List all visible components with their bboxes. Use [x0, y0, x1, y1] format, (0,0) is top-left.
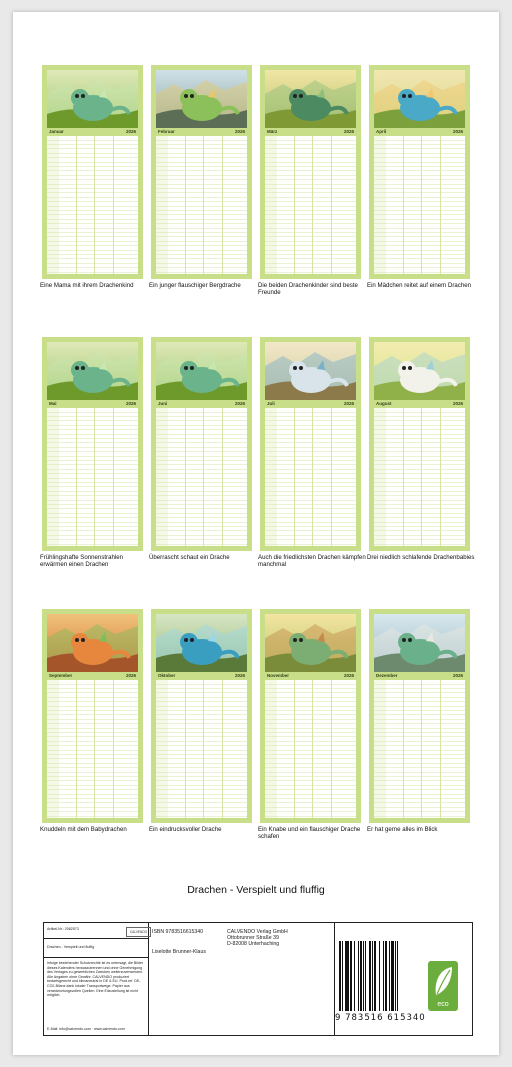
month-name: Juli: [267, 401, 275, 406]
divider: [44, 938, 148, 939]
legal-text: Infolge bestehender Schutzrechte ist es untersagt, die Bilder dieses Kalenders herauszutrennen und ohne Genehmigung des Verlages zu gewerblichen Zwecken weiterzuverwenden. Alle Angaben ohne Gewähr. CALVENDO produziert bedarfsgerecht und klimaneutral in DE & EU. Prod.ref. DE-CO2-Bilanz dank lokaler Transportwege. Papier aus verantwortungsvollen Quellen. Eine Eilzustellung ist nicht möglich.: [47, 961, 144, 998]
dragon-photo: [374, 342, 465, 400]
grid-column-line: [294, 680, 295, 818]
day-column: [374, 680, 386, 818]
grid-column-line: [331, 136, 332, 274]
grid-column-line: [76, 408, 77, 546]
grid-column-line: [222, 408, 223, 546]
author: Liselotte Brunner-Klaus: [152, 949, 206, 955]
dragon-photo: [265, 342, 356, 400]
grid-column-line: [203, 136, 204, 274]
eco-label: eco: [437, 1001, 449, 1008]
month-header: [265, 400, 356, 408]
month-photo: [156, 342, 247, 400]
month-name: Oktober: [158, 673, 176, 678]
calendar-title: Drachen - Verspielt und fluffig: [187, 884, 325, 896]
month-header: [156, 128, 247, 136]
barcode: [339, 941, 421, 1011]
month-header: [374, 672, 465, 680]
isbn: ISBN 9783516615340: [152, 929, 204, 935]
publisher-street: Ottobrunner Straße 39: [227, 935, 279, 941]
dragon-photo: [374, 614, 465, 672]
month-photo: [47, 342, 138, 400]
month-caption: Er hat gerne alles im Blick: [367, 826, 438, 833]
month-caption: Die beiden Drachenkinder sind beste Freunde: [258, 282, 358, 297]
planner-grid[interactable]: [47, 136, 138, 274]
publisher-city: D-82008 Unterhaching: [227, 941, 280, 947]
day-column: [156, 408, 168, 546]
planner-grid[interactable]: [47, 680, 138, 818]
dragon-photo: [47, 70, 138, 128]
grid-column-line: [185, 136, 186, 274]
day-column: [265, 136, 277, 274]
month-name: Februar: [158, 129, 175, 134]
month-caption: Ein junger flauschiger Bergdrache: [149, 282, 241, 289]
planner-grid[interactable]: [374, 136, 465, 274]
month-photo: [156, 70, 247, 128]
grid-column-line: [203, 408, 204, 546]
month-page: [260, 609, 361, 823]
grid-column-line: [331, 680, 332, 818]
month-year: 2026: [452, 673, 463, 678]
month-page: [369, 65, 470, 279]
month-caption: Frühlingshafte Sonnenstrahlen erwärmen einen Drachen: [40, 554, 123, 569]
planner-grid[interactable]: [156, 680, 247, 818]
month-name: Januar: [49, 129, 64, 134]
grid-column-line: [403, 408, 404, 546]
grid-column-line: [113, 408, 114, 546]
month-photo: [265, 70, 356, 128]
month-page: [42, 337, 143, 551]
month-photo: [374, 342, 465, 400]
month-name: April: [376, 129, 387, 134]
grid-column-line: [421, 408, 422, 546]
leaf-icon: [428, 961, 458, 1001]
grid-column-line: [113, 136, 114, 274]
grid-column-line: [76, 680, 77, 818]
month-caption: Auch die friedlichsten Drachen kämpfen manchmal: [258, 554, 366, 569]
grid-column-line: [403, 680, 404, 818]
planner-grid[interactable]: [47, 408, 138, 546]
grid-column-line: [203, 680, 204, 818]
month-photo: [265, 614, 356, 672]
grid-column-line: [113, 680, 114, 818]
info-panel: [43, 922, 473, 1036]
planner-grid[interactable]: [156, 408, 247, 546]
month-name: Mai: [49, 401, 57, 406]
month-header: [265, 672, 356, 680]
grid-column-line: [403, 136, 404, 274]
grid-column-line: [440, 680, 441, 818]
month-name: August: [376, 401, 392, 406]
month-caption: Ein Knabe und ein flauschiger Drache schafen: [258, 826, 361, 841]
grid-column-line: [440, 136, 441, 274]
month-caption: Ein Mädchen reitet auf einem Drachen: [367, 282, 471, 289]
month-photo: [374, 614, 465, 672]
planner-grid[interactable]: [265, 680, 356, 818]
month-photo: [156, 614, 247, 672]
month-page: [369, 337, 470, 551]
planner-grid[interactable]: [374, 408, 465, 546]
month-year: 2026: [125, 129, 136, 134]
day-column: [265, 680, 277, 818]
month-page: [42, 65, 143, 279]
dragon-photo: [265, 614, 356, 672]
month-year: 2026: [234, 673, 245, 678]
month-year: 2026: [234, 129, 245, 134]
month-page: [260, 65, 361, 279]
month-page: [369, 609, 470, 823]
dragon-photo: [374, 70, 465, 128]
month-name: September: [49, 673, 73, 678]
day-column: [265, 408, 277, 546]
grid-column-line: [421, 680, 422, 818]
month-page: [151, 609, 252, 823]
month-caption: Drei niedlich schlafende Drachenbabies: [367, 554, 475, 561]
month-caption: Überrascht schaut ein Drache: [149, 554, 230, 561]
month-year: 2026: [343, 401, 354, 406]
grid-column-line: [76, 136, 77, 274]
planner-grid[interactable]: [265, 408, 356, 546]
grid-column-line: [185, 680, 186, 818]
grid-column-line: [440, 408, 441, 546]
month-year: 2026: [125, 401, 136, 406]
grid-column-line: [185, 408, 186, 546]
eco-badge: [428, 961, 458, 1011]
planner-grid[interactable]: [374, 680, 465, 818]
grid-column-line: [331, 408, 332, 546]
divider: [148, 923, 149, 1035]
grid-column-line: [94, 136, 95, 274]
month-photo: [265, 342, 356, 400]
article-number: Artikel-Nr.: 2082573: [47, 927, 79, 931]
month-header: [265, 128, 356, 136]
month-year: 2026: [452, 129, 463, 134]
month-photo: [47, 70, 138, 128]
planner-grid[interactable]: [156, 136, 247, 274]
month-photo: [374, 70, 465, 128]
divider: [44, 957, 148, 958]
barcode-area: [335, 931, 470, 1027]
month-header: [374, 128, 465, 136]
day-column: [156, 680, 168, 818]
month-year: 2026: [125, 673, 136, 678]
day-column: [47, 136, 59, 274]
month-name: März: [267, 129, 278, 134]
month-year: 2026: [452, 401, 463, 406]
grid-column-line: [312, 408, 313, 546]
month-year: 2026: [343, 673, 354, 678]
barcode-bar: [398, 941, 400, 1011]
grid-column-line: [294, 408, 295, 546]
dragon-photo: [47, 614, 138, 672]
month-caption: Eine Mama mit ihrem Drachenkind: [40, 282, 134, 289]
publisher-name: CALVENDO Verlag GmbH: [227, 929, 288, 935]
day-column: [47, 408, 59, 546]
calvendo-logo: CALVENDO: [126, 927, 151, 937]
month-header: [156, 672, 247, 680]
month-page: [151, 337, 252, 551]
planner-grid[interactable]: [265, 136, 356, 274]
day-column: [374, 408, 386, 546]
month-page: [151, 65, 252, 279]
month-page: [42, 609, 143, 823]
month-name: November: [267, 673, 290, 678]
month-page: [260, 337, 361, 551]
month-year: 2026: [234, 401, 245, 406]
grid-column-line: [94, 680, 95, 818]
dragon-photo: [156, 614, 247, 672]
month-name: Dezember: [376, 673, 398, 678]
grid-column-line: [421, 136, 422, 274]
contact-email: E-Mail: info@calvendo.com · www.calvendo.com: [47, 1027, 125, 1031]
dragon-photo: [265, 70, 356, 128]
day-column: [374, 136, 386, 274]
grid-column-line: [222, 680, 223, 818]
month-header: [374, 400, 465, 408]
month-header: [156, 400, 247, 408]
grid-column-line: [312, 680, 313, 818]
month-caption: Knuddeln mit dem Babydrachen: [40, 826, 127, 833]
small-title: Drachen - Verspielt und fluffig: [47, 945, 95, 949]
dragon-photo: [156, 70, 247, 128]
dragon-photo: [47, 342, 138, 400]
grid-column-line: [94, 408, 95, 546]
grid-column-line: [294, 136, 295, 274]
barcode-digits: 9 783516 615340: [335, 1013, 426, 1023]
dragon-photo: [156, 342, 247, 400]
grid-column-line: [222, 136, 223, 274]
month-caption: Ein eindrucksvoller Drache: [149, 826, 222, 833]
month-photo: [47, 614, 138, 672]
month-header: [47, 400, 138, 408]
grid-column-line: [312, 136, 313, 274]
day-column: [47, 680, 59, 818]
month-header: [47, 672, 138, 680]
month-header: [47, 128, 138, 136]
month-name: Juni: [158, 401, 168, 406]
month-year: 2026: [343, 129, 354, 134]
day-column: [156, 136, 168, 274]
